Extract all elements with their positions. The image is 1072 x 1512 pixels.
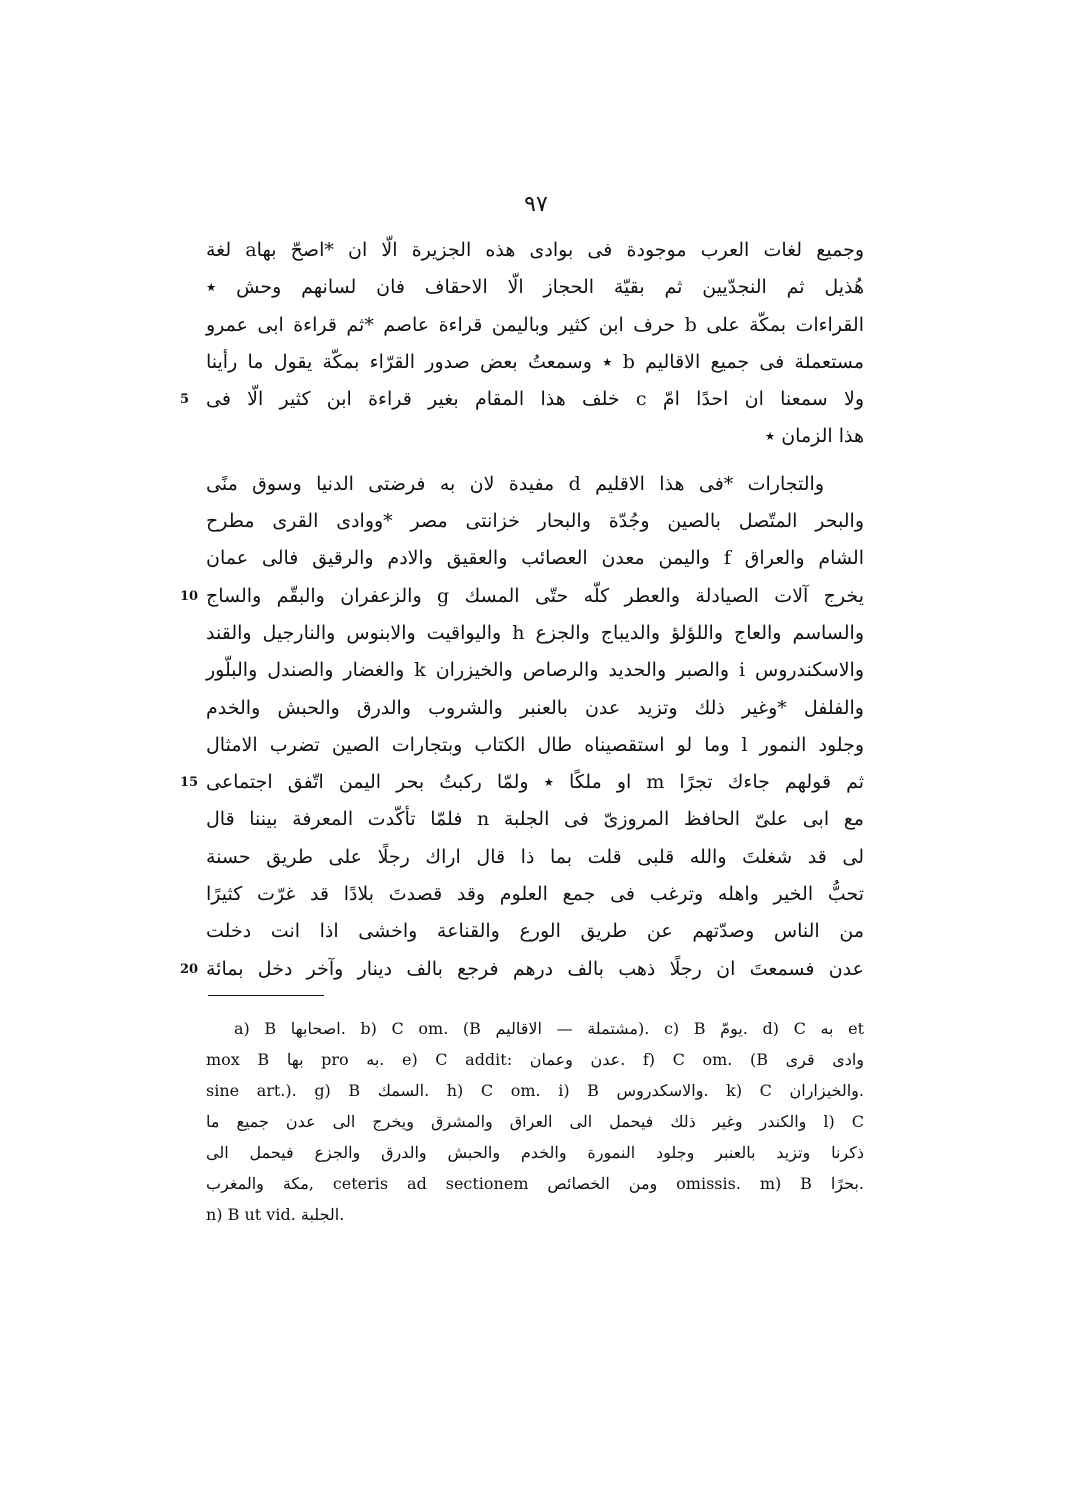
text-line [206, 876, 864, 913]
footnote-line: sine art.). g) B السمك. h) C om. i) B والاسكدروس. k) C والخيزاران. [206, 1081, 864, 1100]
main-text [180, 232, 865, 988]
footnotes [206, 1013, 864, 1230]
text-line-content: هُذيل ثم النجدّيين ثم بقيّة الحجاز الّا الاحقاف فان لسانهم وحش ٭ [206, 276, 864, 299]
text-line [206, 307, 864, 344]
text-line-content: وجميع لغات العرب موجودة فى بوادى هذه الجزيرة الّا ان *اصحّ بهاa لغة [206, 239, 865, 261]
paragraph-gap [206, 456, 864, 466]
text-line [206, 503, 864, 540]
footnote-line: ذكرنا وتزيد بالعنبر وجلود النمورة والخدم والحبش والدرق والجزع فيحمل الى [206, 1143, 864, 1162]
footnote-line: n) B ut vid. الجلبة. [206, 1205, 345, 1224]
text-line-content: وجلود النمور l وما لو استقصيناه طال الكتاب وبتجارات الصين تضرب الامثال [206, 733, 865, 756]
text-line [206, 839, 864, 876]
line-number: 20 [180, 961, 199, 977]
text-line [206, 418, 864, 455]
text-line-content: تحبُّ الخير واهله وترغب فى جمع العلوم وقد قصدتَ بلادًا قد غرّت كثيرًا [206, 883, 864, 906]
text-line-content: والتجارات *فى هذا الاقليم d مفيدة لان به فرضتى الدنيا وسوق منًى [206, 472, 824, 495]
text-line-content: لى قد شغلتَ والله قلبى قلت بما ذا قال اراك رجلًا على طريق حسنة [206, 845, 864, 868]
text-line [206, 801, 864, 838]
line-number: 5 [180, 392, 190, 408]
text-line-content: مستعملة فى جميع الاقاليم b ٭ وسمعتُ بعض صدور القرّاء بمكّة يقول ما رأينا [206, 350, 864, 373]
text-line [206, 690, 864, 727]
text-line [206, 913, 864, 950]
page-number: ٩٧ [524, 192, 548, 217]
text-line-content: يخرج آلات الصيادلة والعطر كلّه حتّى المسك g والزعفران والبقّم والساج [206, 584, 864, 607]
text-line-content: والفلفل *وغير ذلك وتزيد عدن بالعنبر والشروب والدرق والحبش والخدم [206, 696, 864, 719]
footnote-line: مكة والمغرب, ceteris ad sectionem ومن الخصائص omissis. m) B بحرًا. [206, 1174, 864, 1193]
text-line [180, 764, 865, 801]
text-line [206, 466, 864, 503]
text-line [206, 615, 864, 652]
footnote-rule [208, 995, 324, 996]
text-line-content: عدن فسمعتَ ان رجلًا ذهب بالف درهم فرجع بالف دينار وآخر دخل بمائة [206, 957, 864, 980]
footnote-line: mox B بها pro به. e) C addit: عدن وعمان. f) C om. (B وادى قرى [206, 1050, 865, 1069]
text-line [206, 269, 864, 306]
text-line-content: ثم قولهم جاءك تجرًا m او ملكًا ٭ ولمّا ركبتُ بحر اليمن اتّفق اجتماعى [206, 771, 865, 794]
text-line [206, 652, 864, 689]
text-line-content: القراءات بمكّة على b حرف ابن كثير وباليمن قراءة عاصم *ثم قراءة ابى عمرو [206, 313, 864, 336]
text-line-content: ولا سمعنا ان احدًا امّ c خلف هذا المقام بغير قراءة ابن كثير الّا فى [206, 388, 864, 411]
text-line [180, 951, 864, 988]
text-line [206, 727, 864, 764]
text-line [206, 344, 864, 381]
text-line-content: هذا الزمان ٭ [764, 425, 864, 448]
line-number: 10 [180, 588, 199, 604]
text-line [180, 578, 864, 615]
text-line [206, 232, 864, 269]
footnote-line: a) B اصحابها. b) C om. (B مشتملة — الاقاليم). c) B يومّ. d) C به et [234, 1019, 865, 1038]
text-line-content: والاسكندروس i والصبر والحديد والرصاص والخيزران k والغضار والصندل والبلّور [206, 659, 864, 682]
text-line-content: من الناس وصدّتهم عن طريق الورع والقناعة واخشى اذا انت دخلت [206, 920, 864, 943]
text-line-content: مع ابى علىّ الحافظ المروزىّ فى الجلبة n فلمّا تأكّدت المعرفة بيننا قال [206, 808, 864, 831]
line-number: 15 [180, 775, 199, 791]
text-line [206, 540, 864, 577]
text-line [180, 381, 864, 418]
text-line-content: والبحر المتّصل بالصين وجُدّة والبحار خزانتى مصر *ووادى القرى مطرح [206, 510, 864, 533]
footnote-line: l) C والكندر وغير ذلك فيحمل الى العراق والمشرق ويخرج الى عدن جميع ما [206, 1112, 864, 1131]
text-line-content: والساسم والعاج واللؤلؤ والديباج والجزع h واليواقيت والابنوس والنارجيل والقند [206, 621, 864, 644]
text-line-content: الشام والعراق f واليمن معدن العصائب والعقيق والادم والرقيق فالى عمان [206, 547, 864, 570]
